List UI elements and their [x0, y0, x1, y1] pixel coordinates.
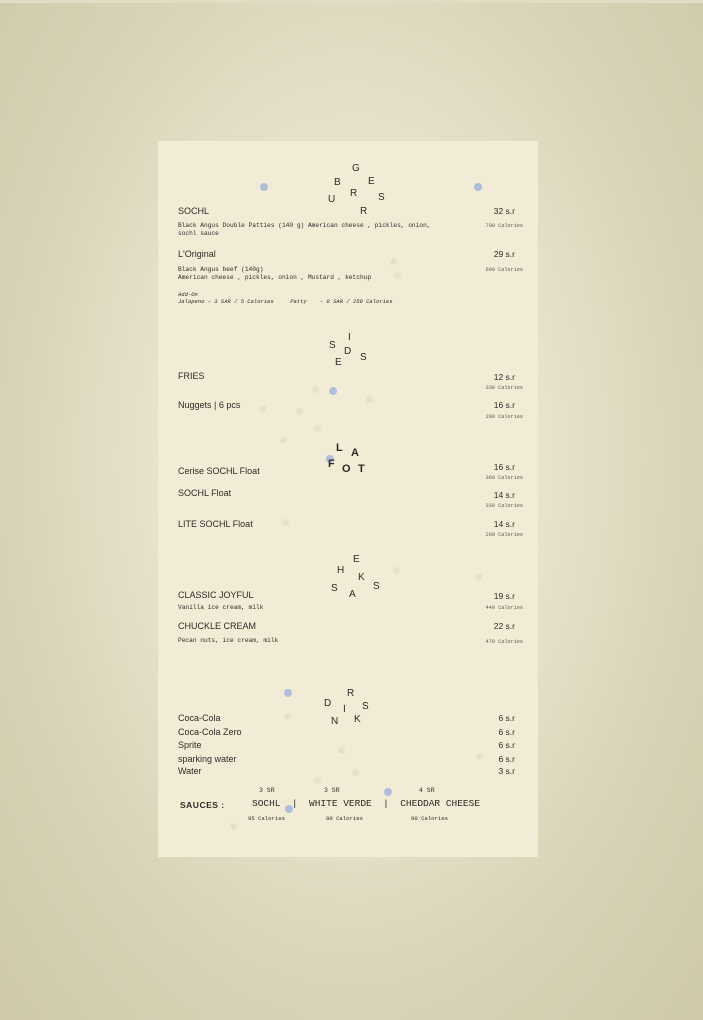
- item-calories: 330 Calories: [485, 503, 523, 509]
- decor-dot: [284, 689, 292, 697]
- decor-dot-faint: [390, 258, 397, 265]
- item-price: 6 s.r: [498, 727, 515, 737]
- decor-dot-faint: [312, 386, 319, 393]
- item-price: 14 s.r: [493, 490, 515, 500]
- heading-letter: O: [342, 463, 351, 475]
- item-price: 32 s.r: [493, 206, 515, 216]
- item-name: sparking water: [178, 754, 237, 764]
- heading-letter: I: [343, 704, 346, 715]
- item-price: 6 s.r: [498, 713, 515, 723]
- item-price: 6 s.r: [498, 754, 515, 764]
- heading-letter: A: [351, 447, 359, 459]
- item-name: Nuggets | 6 pcs: [178, 400, 241, 410]
- item-description: Pecan nuts, ice cream, milk: [178, 637, 279, 644]
- item-calories: 700 Calories: [485, 223, 523, 229]
- heading-letter: R: [347, 688, 355, 699]
- decor-dot: [474, 183, 482, 191]
- item-calories: 200 Calories: [485, 414, 523, 420]
- item-name: Coca-Cola: [178, 713, 221, 723]
- heading-letter: R: [350, 188, 358, 199]
- heading-letter: A: [349, 589, 356, 600]
- top-edge-line: [0, 0, 703, 3]
- decor-dot-faint: [393, 567, 400, 574]
- heading-letter: D: [344, 346, 352, 357]
- heading-letter: D: [324, 698, 332, 709]
- item-name: Coca-Cola Zero: [178, 727, 242, 737]
- heading-letter: S: [378, 192, 385, 203]
- sauce-price: 3 SR: [259, 787, 275, 794]
- heading-letter: S: [331, 583, 338, 594]
- item-price: 6 s.r: [498, 740, 515, 750]
- item-description: Black Angus Double Patties (140 g) American cheese , pickles, onion,: [178, 222, 431, 229]
- heading-letter: F: [328, 458, 335, 470]
- decor-dot-faint: [230, 823, 237, 830]
- heading-letter: L: [336, 442, 343, 454]
- heading-letter: S: [362, 701, 369, 712]
- item-calories: 600 Calories: [485, 267, 523, 273]
- item-price: 16 s.r: [493, 462, 515, 472]
- heading-letter: E: [353, 554, 360, 565]
- heading-letter: E: [335, 357, 342, 368]
- heading-letter: R: [360, 206, 368, 217]
- decor-dot-faint: [338, 747, 345, 754]
- heading-letter: S: [329, 340, 336, 351]
- item-name: L'Original: [178, 249, 216, 259]
- heading-letter: K: [354, 714, 361, 725]
- decor-dot-faint: [394, 272, 401, 279]
- item-calories: 470 Calories: [485, 639, 523, 645]
- menu-card: [158, 141, 538, 857]
- item-price: 16 s.r: [493, 400, 515, 410]
- decor-dot-faint: [366, 396, 373, 403]
- decor-dot-faint: [352, 769, 359, 776]
- item-price: 12 s.r: [493, 372, 515, 382]
- decor-dot: [384, 788, 392, 796]
- item-description: Black Angus beef (140g): [178, 266, 264, 273]
- item-name: LITE SOCHL Float: [178, 519, 253, 529]
- item-name: CLASSIC JOYFUL: [178, 590, 254, 600]
- item-name: SOCHL Float: [178, 488, 232, 498]
- item-description: Vanilla ice cream, milk: [178, 604, 264, 611]
- heading-letter: I: [348, 332, 351, 343]
- decor-dot-faint: [314, 425, 321, 432]
- decor-dot-faint: [260, 405, 267, 412]
- sauces-list: SOCHL | WHITE VERDE | CHEDDAR CHEESE: [252, 798, 481, 809]
- item-name: FRIES: [178, 371, 205, 381]
- item-calories: 360 Calories: [485, 475, 523, 481]
- heading-letter: U: [328, 194, 336, 205]
- heading-letter: K: [358, 572, 365, 583]
- heading-letter: E: [368, 176, 375, 187]
- decor-dot: [260, 183, 268, 191]
- item-description: sochl sauce: [178, 230, 219, 237]
- item-name: CHUCKLE CREAM: [178, 621, 257, 631]
- item-price: 19 s.r: [493, 591, 515, 601]
- addon-label: Add-On: [178, 291, 198, 298]
- addon-details: Jalapeno – 3 SAR / 5 Calories Patty - 8 SAR / 250 Calories: [178, 298, 393, 305]
- item-name: Water: [178, 766, 202, 776]
- decor-dot: [329, 387, 337, 395]
- decor-dot-faint: [314, 777, 321, 784]
- item-name: Sprite: [178, 740, 202, 750]
- decor-dot-faint: [284, 713, 291, 720]
- decor-dot-faint: [476, 573, 483, 580]
- heading-letter: S: [360, 352, 367, 363]
- heading-letter: T: [358, 463, 365, 475]
- sauce-price: 4 SR: [419, 787, 435, 794]
- heading-letter: S: [373, 581, 380, 592]
- decor-dot-faint: [280, 437, 287, 444]
- item-description: American cheese , pickles, onion , Mustard , ketchup: [178, 274, 372, 281]
- heading-letter: H: [337, 565, 345, 576]
- sauce-calories: 90 Calories: [411, 815, 448, 822]
- item-name: Cerise SOCHL Float: [178, 466, 260, 476]
- decor-dot-faint: [282, 519, 289, 526]
- sauce-price: 3 SR: [324, 787, 340, 794]
- heading-letter: G: [352, 163, 360, 174]
- heading-letter: B: [334, 177, 341, 188]
- heading-letter: N: [331, 716, 339, 727]
- item-price: 22 s.r: [493, 621, 515, 631]
- item-price: 3 s.r: [498, 766, 515, 776]
- item-calories: 330 Calories: [485, 385, 523, 391]
- item-name: SOCHL: [178, 206, 210, 216]
- sauces-label: SAUCES :: [180, 800, 225, 810]
- item-price: 29 s.r: [493, 249, 515, 259]
- decor-dot-faint: [476, 753, 483, 760]
- item-calories: 440 Calories: [485, 605, 523, 611]
- item-price: 14 s.r: [493, 519, 515, 529]
- decor-dot-faint: [296, 408, 303, 415]
- item-calories: 200 Calories: [485, 532, 523, 538]
- sauce-calories: 80 Calories: [326, 815, 363, 822]
- sauce-calories: 95 Calories: [248, 815, 285, 822]
